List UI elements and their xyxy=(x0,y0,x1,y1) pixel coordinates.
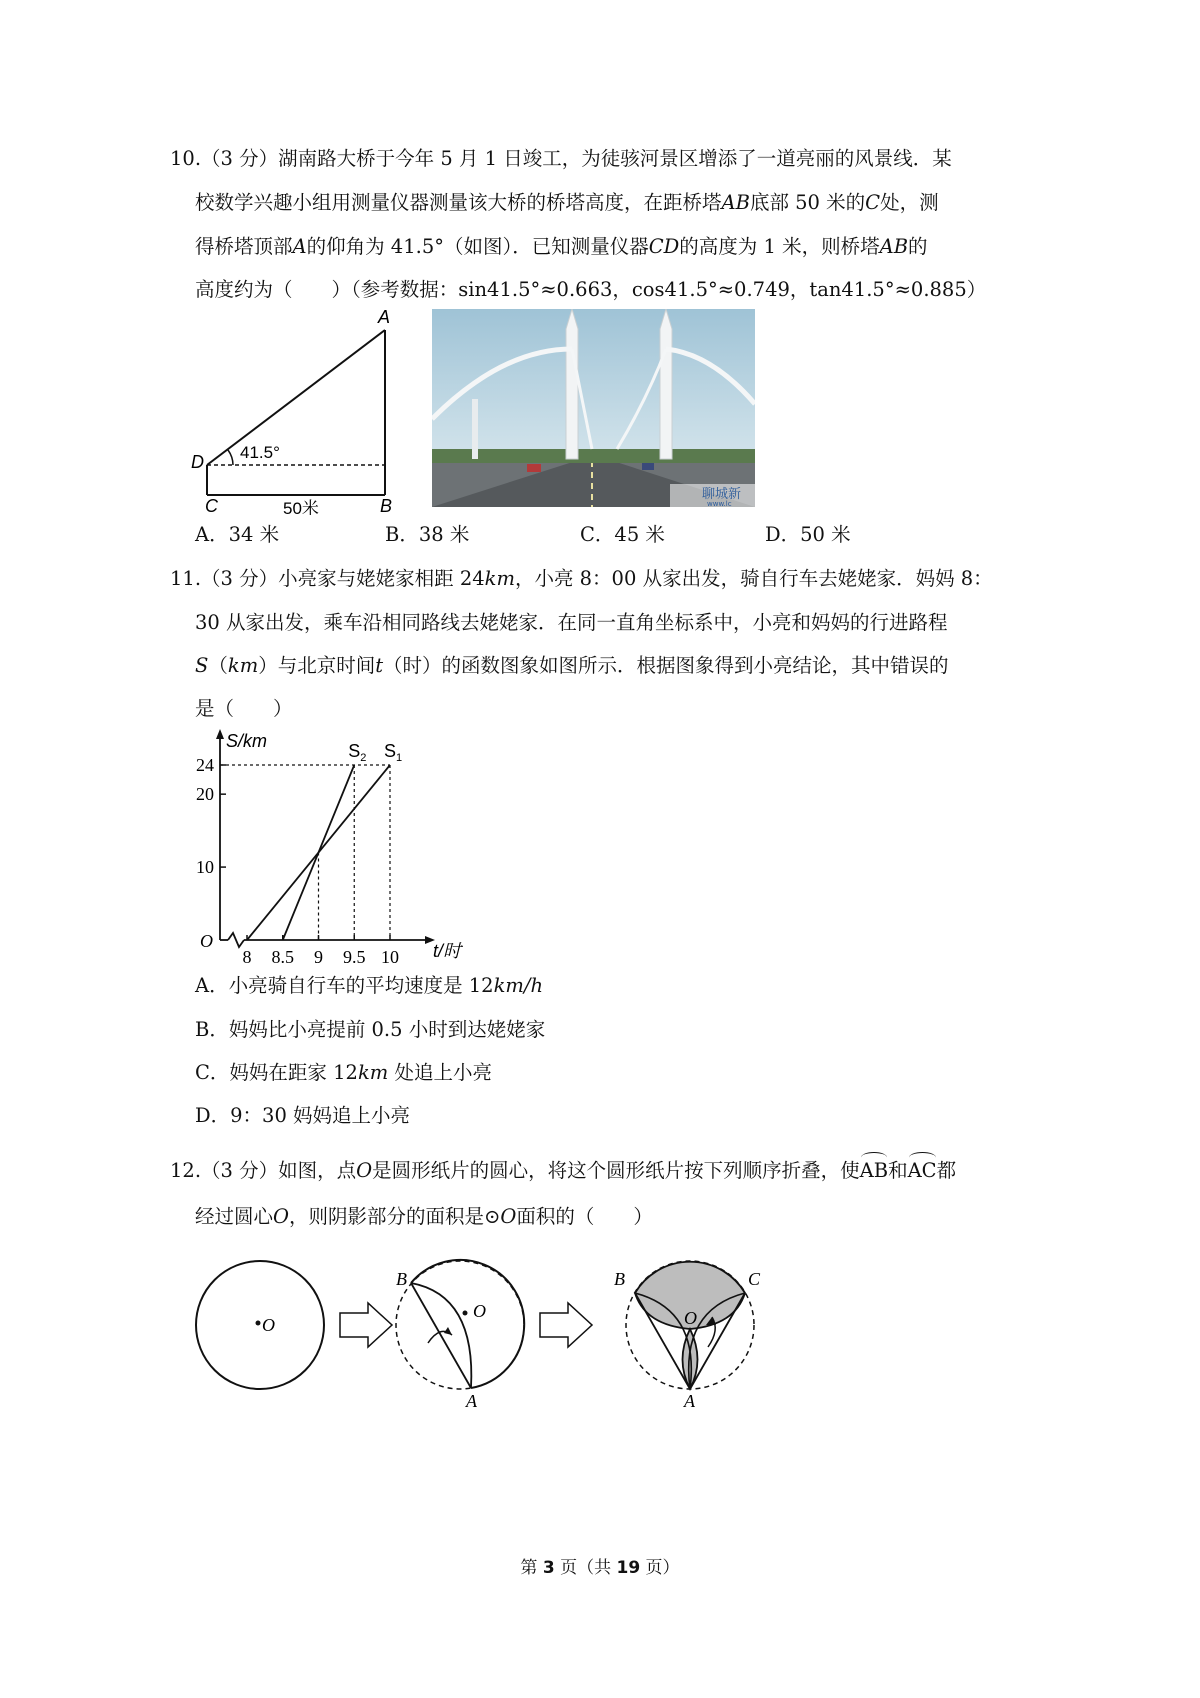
math-var: A xyxy=(292,235,307,258)
paper-circle xyxy=(196,1261,324,1389)
x-tick-label: 8 xyxy=(242,947,252,967)
fold-line-ab xyxy=(411,1283,471,1388)
q12-text: 面积的（ ） xyxy=(516,1205,653,1228)
arrow-right-icon xyxy=(540,1303,592,1347)
q10-text: 的高度为 1 米，则桥塔 xyxy=(679,235,880,258)
q11-line-1 xyxy=(170,569,993,589)
math-var: S xyxy=(195,654,209,677)
q10-text: 的仰角为 41.5°（如图）．已知测量仪器 xyxy=(306,235,649,258)
x-tick-label: 9.5 xyxy=(343,947,366,967)
option-text: B．妈妈比小亮提前 0.5 小时到达姥姥家 xyxy=(195,1018,546,1041)
option-text: C．45 米 xyxy=(580,523,665,546)
center-dot xyxy=(256,1321,261,1326)
series-label-s2: $S_2$ xyxy=(348,741,367,764)
q11-option-b xyxy=(195,1020,545,1040)
q10-line-1 xyxy=(170,149,952,169)
math-var: O xyxy=(273,1205,290,1228)
center-dot xyxy=(463,1311,468,1316)
q11-text: （ xyxy=(208,654,228,677)
trees xyxy=(432,449,755,463)
q10-option-d xyxy=(765,525,851,545)
watermark-text: 聊城新 xyxy=(702,487,742,502)
q10-option-c xyxy=(580,525,665,545)
q11-text: ）与北京时间 xyxy=(258,654,376,677)
option-text: 处追上小亮 xyxy=(388,1061,492,1084)
label-a: A xyxy=(378,307,391,327)
math-unit: km xyxy=(227,654,259,677)
arc-ab: AB xyxy=(859,1159,889,1182)
q11-option-a xyxy=(195,976,543,996)
label-o: O xyxy=(684,1308,697,1328)
y-axis-arrow xyxy=(216,729,224,739)
label-d: D xyxy=(191,452,204,472)
angle-label: 41.5° xyxy=(240,443,280,462)
q12-text: 12.（3 分）如图，点 xyxy=(170,1159,357,1182)
q10-triangle-figure xyxy=(185,305,415,515)
q12-text: 都 xyxy=(936,1159,957,1182)
q10-text: 得桥塔顶部 xyxy=(195,235,293,258)
page-footer xyxy=(0,1553,1200,1578)
distance-label: 50米 xyxy=(283,499,319,515)
q11-line-2 xyxy=(195,613,948,633)
q11-option-c xyxy=(195,1063,492,1083)
label-o: O xyxy=(262,1315,275,1335)
label-a: A xyxy=(684,1391,695,1411)
sight-line-da xyxy=(207,330,385,465)
label-b: B xyxy=(614,1269,625,1289)
q10-option-a xyxy=(195,525,279,545)
angle-arc xyxy=(228,450,233,465)
lamp-post xyxy=(472,399,478,459)
q12-text: 是圆形纸片的圆心，将这个圆形纸片按下列顺序折叠，使 xyxy=(372,1159,860,1182)
label-a: A xyxy=(466,1391,477,1411)
math-var: t xyxy=(375,654,384,677)
car xyxy=(642,463,654,470)
footer-text: 页（共 xyxy=(554,1558,617,1578)
math-unit: km xyxy=(357,1061,389,1084)
footer-text: 第 xyxy=(520,1558,543,1578)
option-text: A．34 米 xyxy=(195,523,280,546)
q11-text: 30 从家出发，乘车沿相同路线去姥姥家．在同一直角坐标系中，小亮和妈妈的行进路程 xyxy=(195,611,948,634)
y-tick-label: 24 xyxy=(196,755,214,775)
series-label-s1: $S_1$ xyxy=(384,741,403,764)
q11-text: 是（ ） xyxy=(195,697,293,720)
origin-label: O xyxy=(200,931,213,951)
q12-text: 和 xyxy=(888,1159,908,1182)
label-c: C xyxy=(748,1269,761,1289)
option-text: B．38 米 xyxy=(385,523,470,546)
right-tower xyxy=(660,309,672,459)
circle-upper-arc xyxy=(411,1260,524,1329)
q12-line-1 xyxy=(170,1161,956,1181)
q10-text: 处，测 xyxy=(880,191,939,214)
car xyxy=(527,464,541,472)
math-var: O xyxy=(356,1159,373,1182)
q10-line-2 xyxy=(195,193,939,213)
q10-text: 校数学兴趣小组用测量仪器测量该大桥的桥塔高度，在距桥塔 xyxy=(195,191,722,214)
y-tick-label: 20 xyxy=(196,784,214,805)
bridge-photo xyxy=(432,309,755,507)
math-var: CD xyxy=(648,235,680,258)
x-tick-label: 8.5 xyxy=(271,947,294,967)
q12-folding-figure xyxy=(190,1255,990,1415)
math-unit: km/h xyxy=(493,974,544,997)
page-number: 3 xyxy=(542,1558,555,1578)
q10-option-b xyxy=(385,525,469,545)
y-tick-label: 10 xyxy=(196,857,214,878)
circle-right-arc xyxy=(471,1329,524,1388)
q11-text: 11.（3 分）小亮家与姥姥家相距 24 xyxy=(170,567,485,590)
q12-text: 经过圆心 xyxy=(195,1205,274,1228)
q11-line-4 xyxy=(195,699,293,719)
option-text: D．50 米 xyxy=(765,523,851,546)
label-c: C xyxy=(205,496,218,515)
math-var: O xyxy=(500,1205,517,1228)
label-b: B xyxy=(396,1269,407,1289)
q10-text: 底部 50 米的 xyxy=(749,191,866,214)
axis-break xyxy=(228,933,244,947)
q12-line-2 xyxy=(195,1207,653,1227)
footer-text: 页） xyxy=(640,1558,680,1578)
q10-line-3 xyxy=(195,237,928,257)
label-b: B xyxy=(380,496,393,515)
y-axis-label: S/km xyxy=(226,731,268,751)
q11-text: ，小亮 8：00 从家出发，骑自行车去姥姥家．妈妈 8： xyxy=(514,567,993,590)
watermark-url: www.lc xyxy=(707,500,732,507)
total-pages: 19 xyxy=(616,1558,641,1578)
left-tower xyxy=(566,309,578,459)
arrow-right-icon xyxy=(340,1303,392,1347)
arc-ac: AC xyxy=(907,1159,937,1182)
math-var: AB xyxy=(721,191,750,214)
q11-line-3 xyxy=(195,656,949,676)
math-unit: km xyxy=(484,567,515,590)
option-text: C．妈妈在距家 12 xyxy=(195,1061,358,1084)
q10-text: 高度约为（ ）（参考数据：sin41.5°≈0.663，cos41.5°≈0.749，tan41.5°≈0.885） xyxy=(195,278,987,301)
math-var: AB xyxy=(879,235,909,258)
option-text: D．9：30 妈妈追上小亮 xyxy=(195,1104,411,1127)
x-tick-label: 9 xyxy=(314,947,323,967)
label-o: O xyxy=(473,1301,486,1321)
q10-text: 10.（3 分）湖南路大桥于今年 5 月 1 日竣工，为徒骇河景区增添了一道亮丽的风景线．某 xyxy=(170,147,952,170)
x-tick-label: 10 xyxy=(381,947,399,967)
option-text: A．小亮骑自行车的平均速度是 12 xyxy=(195,974,494,997)
q10-line-4 xyxy=(195,280,986,300)
q12-text: ，则阴影部分的面积是⊙ xyxy=(289,1205,501,1228)
q11-function-graph xyxy=(190,725,480,975)
q11-option-d xyxy=(195,1106,410,1126)
math-var: C xyxy=(865,191,881,214)
x-axis-label: t/时 xyxy=(433,941,462,961)
q10-text: 的 xyxy=(908,235,928,258)
q11-text: （时）的函数图象如图所示．根据图象得到小亮结论，其中错误的 xyxy=(383,654,949,677)
